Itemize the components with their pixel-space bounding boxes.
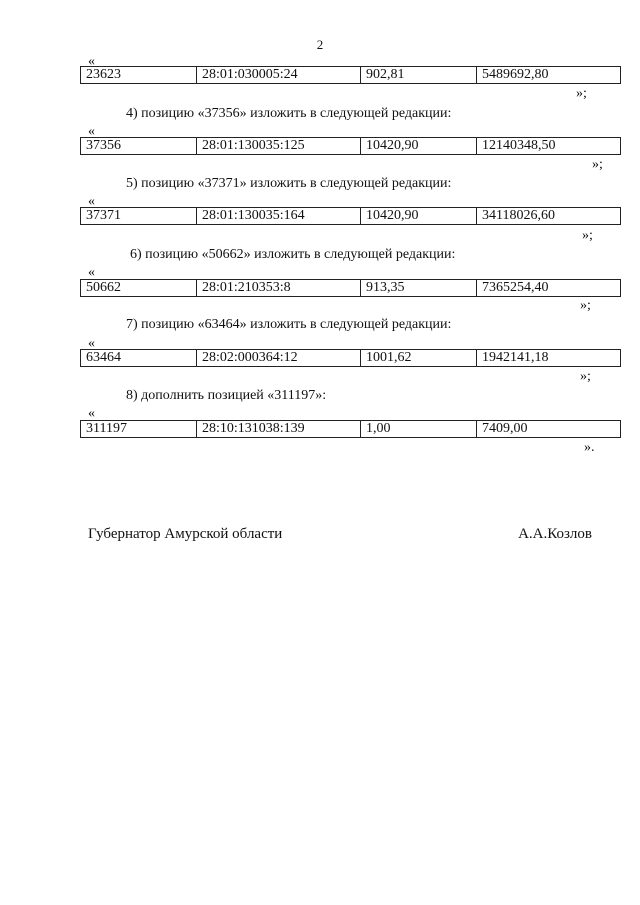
position-table — [80, 349, 621, 367]
close-quote: »; — [580, 298, 591, 313]
cadastral-number-cell: 28:10:131038:139 — [197, 421, 361, 438]
amendment-heading: 5) позицию «37371» изложить в следующей редакции: — [126, 176, 452, 191]
position-number-cell: 311197 — [81, 421, 197, 438]
area-cell: 1001,62 — [361, 350, 477, 367]
open-quote: « — [88, 124, 95, 139]
page-number: 2 — [316, 37, 324, 52]
area-cell: 902,81 — [361, 67, 477, 84]
position-number-cell: 50662 — [81, 280, 197, 297]
position-table — [80, 137, 621, 155]
close-quote: »; — [582, 228, 593, 243]
position-table — [80, 279, 621, 297]
table-row — [81, 67, 621, 84]
value-cell: 12140348,50 — [477, 138, 621, 155]
table-row — [81, 138, 621, 155]
area-cell: 10420,90 — [361, 138, 477, 155]
amendment-heading: 4) позицию «37356» изложить в следующей редакции: — [126, 106, 452, 121]
position-table — [80, 207, 621, 225]
table-row — [81, 421, 621, 438]
cadastral-number-cell: 28:01:130035:164 — [197, 208, 361, 225]
table-row — [81, 208, 621, 225]
position-table — [80, 66, 621, 84]
table-row — [81, 280, 621, 297]
open-quote: « — [88, 336, 95, 351]
position-table — [80, 420, 621, 438]
open-quote: « — [88, 54, 95, 69]
amendment-heading: 6) позицию «50662» изложить в следующей редакции: — [130, 247, 456, 262]
position-number-cell: 37371 — [81, 208, 197, 225]
position-number-cell: 63464 — [81, 350, 197, 367]
close-quote: ». — [584, 440, 595, 455]
area-cell: 1,00 — [361, 421, 477, 438]
cadastral-number-cell: 28:01:130035:125 — [197, 138, 361, 155]
area-cell: 10420,90 — [361, 208, 477, 225]
value-cell: 7409,00 — [477, 421, 621, 438]
close-quote: »; — [580, 369, 591, 384]
open-quote: « — [88, 265, 95, 280]
close-quote: »; — [592, 157, 603, 172]
cadastral-number-cell: 28:02:000364:12 — [197, 350, 361, 367]
position-number-cell: 23623 — [81, 67, 197, 84]
open-quote: « — [88, 194, 95, 209]
value-cell: 7365254,40 — [477, 280, 621, 297]
signatory-title: Губернатор Амурской области — [88, 526, 283, 542]
cadastral-number-cell: 28:01:210353:8 — [197, 280, 361, 297]
area-cell: 913,35 — [361, 280, 477, 297]
value-cell: 1942141,18 — [477, 350, 621, 367]
signatory-name: А.А.Козлов — [518, 526, 592, 542]
value-cell: 5489692,80 — [477, 67, 621, 84]
open-quote: « — [88, 406, 95, 421]
close-quote: »; — [576, 86, 587, 101]
table-row — [81, 350, 621, 367]
amendment-heading: 8) дополнить позицией «311197»: — [126, 388, 327, 403]
value-cell: 34118026,60 — [477, 208, 621, 225]
cadastral-number-cell: 28:01:030005:24 — [197, 67, 361, 84]
position-number-cell: 37356 — [81, 138, 197, 155]
amendment-heading: 7) позицию «63464» изложить в следующей редакции: — [126, 317, 452, 332]
